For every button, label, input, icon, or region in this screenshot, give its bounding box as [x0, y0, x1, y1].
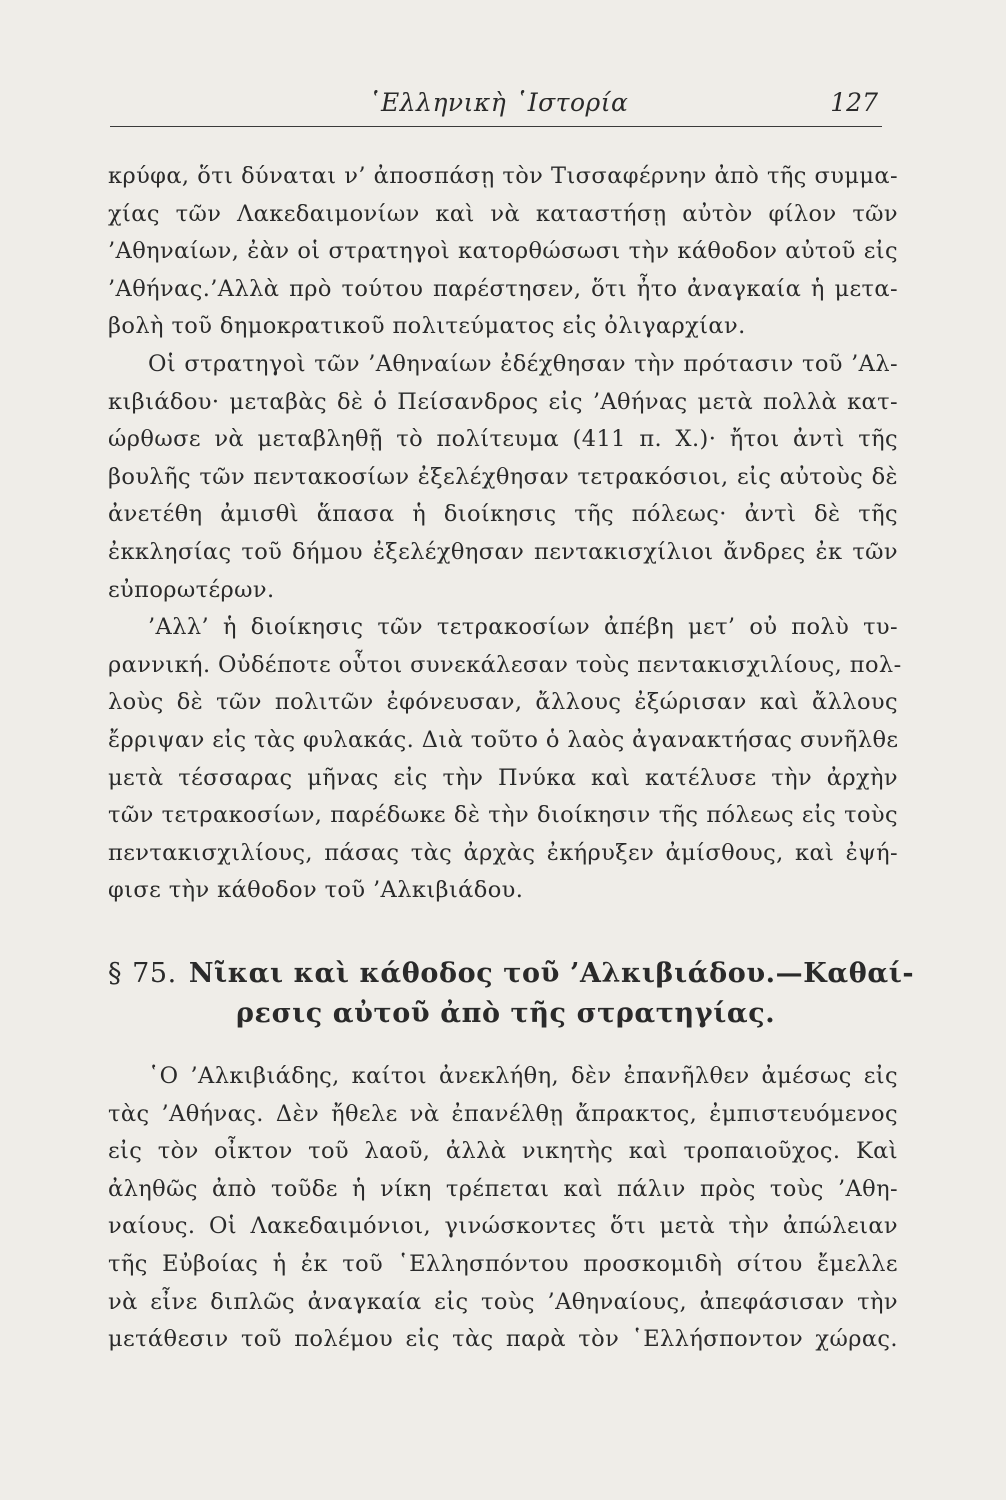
- text-line: ῾Ο ’Αλκιβιάδης, καίτοι ἀνεκλήθη, δὲν ἐπανῆλθεν ἀμέσως εἰς: [148, 1063, 898, 1089]
- body-text-bottom: [108, 1058, 898, 1359]
- text-line: τὰς ’Αθήνας. Δὲν ἤθελε νὰ ἐπανέλθῃ ἄπρακτος, ἐμπιστευόμενος: [108, 1100, 898, 1127]
- text-line: ώρθωσε νὰ μεταβληθῇ τὸ πολίτευμα (411 π. Χ.)· ἤτοι ἀντὶ τῆς: [108, 426, 898, 453]
- section-mark: §: [108, 958, 123, 989]
- text-line: ἀνετέθη ἀμισθὶ ἅπασα ἡ διοίκησις τῆς πόλεως· ἀντὶ δὲ τῆς: [108, 501, 898, 528]
- text-line: ’Αλλ’ ἡ διοίκησις τῶν τετρακοσίων ἀπέβη μετ’ οὐ πολὺ τυ-: [148, 614, 898, 641]
- text-line: ἐκκλησίας τοῦ δήμου ἐξελέχθησαν πεντακισχίλιοι ἄνδρες ἐκ τῶν: [108, 538, 898, 565]
- section-title-part-1: Νῖκαι καὶ κάθοδος τοῦ ’Αλκιβιάδου.—Καθαί-: [188, 958, 915, 989]
- section-heading-line-1: [108, 954, 915, 994]
- section-number: 75.: [132, 958, 177, 989]
- header-rule: [110, 126, 882, 127]
- text-line: ’Αθήνας.’Αλλὰ πρὸ τούτου παρέστησεν, ὅτι ἦτο ἀναγκαία ἡ μετα-: [108, 275, 898, 302]
- text-line: μετὰ τέσσαρας μῆνας εἰς τὴν Πνύκα καὶ κατέλυσε τὴν ἀρχὴν: [108, 764, 898, 791]
- text-line: πεντακισχιλίους, πάσας τὰς ἀρχὰς ἐκήρυξεν ἀμίσθους, καὶ ἐψή-: [108, 839, 898, 866]
- text-line: ναίους. Οἱ Λακεδαιμόνιοι, γινώσκοντες ὅτι μετὰ τὴν ἀπώλειαν: [108, 1213, 898, 1240]
- text-line: χίας τῶν Λακεδαιμονίων καὶ νὰ καταστήσῃ αὐτὸν φίλον τῶν: [108, 200, 898, 227]
- section-title-part-2: ρεσις αὐτοῦ ἀπὸ τῆς στρατηγίας.: [236, 998, 776, 1029]
- page-number: 127: [830, 88, 878, 117]
- text-line: φισε τὴν κάθοδον τοῦ ’Αλκιβιάδου.: [108, 877, 524, 904]
- text-line: εἰς τὸν οἶκτον τοῦ λαοῦ, ἀλλὰ νικητὴς καὶ τροπαιοῦχος. Καὶ: [108, 1138, 898, 1165]
- text-line: ἀληθῶς ἀπὸ τοῦδε ἡ νίκη τρέπεται καὶ πάλιν πρὸς τοὺς ’Αθη-: [108, 1175, 898, 1202]
- text-line: κιβιάδου· μεταβὰς δὲ ὁ Πείσανδρος εἰς ’Αθήνας μετὰ πολλὰ κατ-: [108, 388, 898, 415]
- running-title: ῾Ελληνικὴ ῾Ιστορία: [368, 88, 629, 117]
- page-header: [110, 88, 882, 128]
- text-line: εὐπορωτέρων.: [108, 576, 275, 603]
- text-line: κρύφα, ὅτι δύναται ν’ ἀποσπάσῃ τὸν Τισσαφέρνην ἀπὸ τῆς συμμα-: [108, 163, 898, 189]
- text-line: βουλῆς τῶν πεντακοσίων ἐξελέχθησαν τετρακόσιοι, εἰς αὐτοὺς δὲ: [108, 463, 898, 490]
- text-line: ἔρριψαν εἰς τὰς φυλακάς. Διὰ τοῦτο ὁ λαὸς ἀγανακτήσας συνῆλθε: [108, 726, 899, 753]
- text-line: λοὺς δὲ τῶν πολιτῶν ἐφόνευσαν, ἄλλους ἐξώρισαν καὶ ἄλλους: [108, 689, 898, 716]
- text-line: τῆς Εὐβοίας ἡ ἐκ τοῦ ῾Ελλησπόντου προσκομιδὴ σίτου ἔμελλε: [108, 1250, 898, 1277]
- section-heading: [108, 954, 915, 1034]
- text-line: ’Αθηναίων, ἐὰν οἱ στρατηγοὶ κατορθώσωσι τὴν κάθοδον αὐτοῦ εἰς: [108, 238, 898, 265]
- body-text-top: [108, 158, 902, 910]
- text-line: μετάθεσιν τοῦ πολέμου εἰς τὰς παρὰ τὸν ῾Ελλήσποντον χώρας.: [108, 1326, 898, 1353]
- text-line: νὰ εἶνε διπλῶς ἀναγκαία εἰς τοὺς ’Αθηναίους, ἀπεφάσισαν τὴν: [108, 1288, 898, 1315]
- text-line: βολὴ τοῦ δημοκρατικοῦ πολιτεύματος εἰς ὀλιγαρχίαν.: [108, 313, 746, 340]
- text-line: ραννική. Οὐδέποτε οὗτοι συνεκάλεσαν τοὺς πεντακισχιλίους, πολ-: [108, 651, 902, 678]
- text-line: Οἱ στρατηγοὶ τῶν ’Αθηναίων ἐδέχθησαν τὴν πρότασιν τοῦ ’Αλ-: [148, 350, 898, 377]
- text-line: τῶν τετρακοσίων, παρέδωκε δὲ τὴν διοίκησιν τῆς πόλεως εἰς τοὺς: [108, 802, 898, 829]
